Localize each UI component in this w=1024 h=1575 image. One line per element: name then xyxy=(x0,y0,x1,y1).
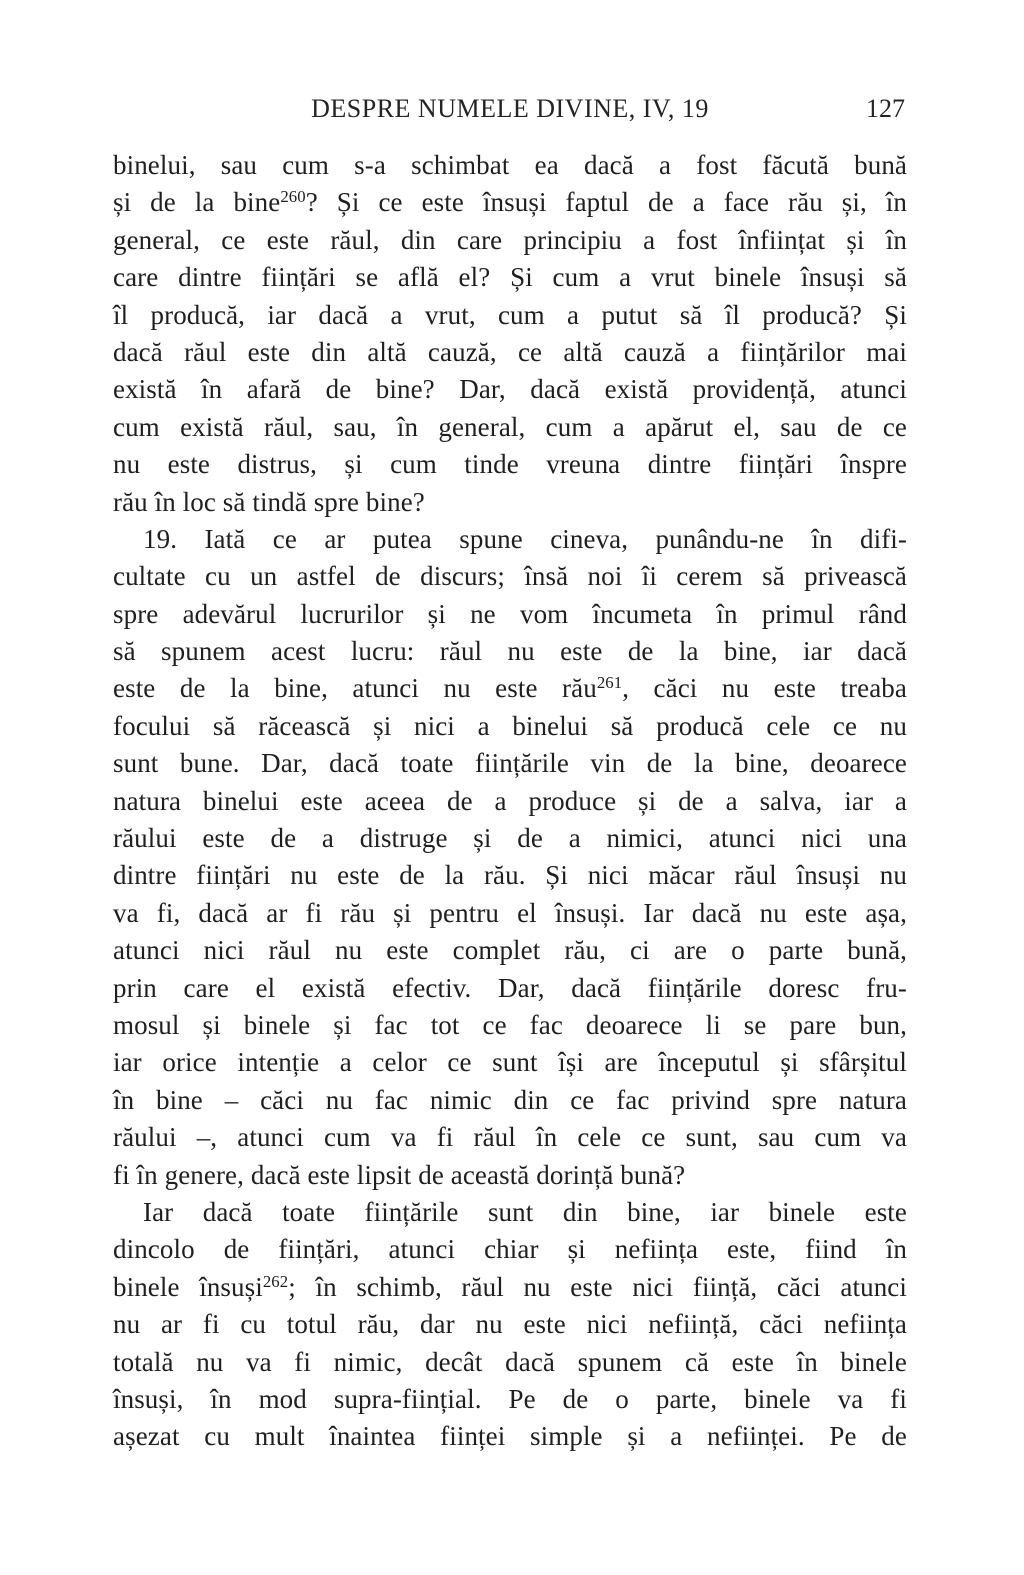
footnote-reference: 260 xyxy=(280,187,306,207)
text-line: atunci nici răul nu este complet rău, ci are o parte bună, xyxy=(113,935,907,966)
text-line: în bine – căci nu fac nimic din ce fac privind spre natura xyxy=(113,1084,907,1115)
text-line: nu este distrus, și cum tinde vreuna dintre ființări înspre xyxy=(113,449,907,480)
text-line: binelui, sau cum s-a schimbat ea dacă a fost făcută bună xyxy=(113,150,907,180)
text-line: este de la bine, atunci nu este rău$^{261}$, căci nu este treaba xyxy=(113,673,907,704)
text-line: există în afară de bine? Dar, dacă există providență, atunci xyxy=(113,374,907,405)
text-line: mosul și binele și fac tot ce fac deoarece li se pare bun, xyxy=(113,1009,907,1040)
text-line: așezat cu mult înaintea ființei simple și a neființei. Pe de xyxy=(113,1421,907,1452)
text-line: rău în loc să tindă spre bine? xyxy=(113,486,425,517)
text-line: care dintre ființări se află el? Și cum a vrut binele însuși să xyxy=(113,262,907,293)
text-line: spre adevărul lucrurilor și ne vom încumeta în primul rând xyxy=(113,598,907,629)
text-line: focului să răcească și nici a binelui să producă cele ce nu xyxy=(113,710,907,741)
text-line: sunt bune. Dar, dacă toate ființările vin de la bine, deoarece xyxy=(113,748,907,779)
page-header xyxy=(113,94,907,128)
text-line: Iar dacă toate ființările sunt din bine, iar binele este xyxy=(143,1196,907,1227)
text-line: cultate cu un astfel de discurs; însă noi îi cerem să privească xyxy=(113,561,907,592)
text-line: cum există răul, sau, în general, cum a apărut el, sau de ce xyxy=(113,411,907,442)
text-line: general, ce este răul, din care principiu a fost înființat și în xyxy=(113,224,907,255)
text-line: fi în genere, dacă este lipsit de această dorință bună? xyxy=(113,1159,686,1190)
text-body xyxy=(113,147,907,1456)
text-line: însuși, în mod supra-ființial. Pe de o parte, binele va fi xyxy=(113,1383,907,1414)
footnote-reference: 262 xyxy=(262,1271,289,1291)
text-line: va fi, dacă ar fi rău și pentru el însuși. Iar dacă nu este așa, xyxy=(113,897,907,928)
text-line: răului este de a distruge și de a nimici, atunci nici una xyxy=(113,823,907,854)
paragraph xyxy=(113,1194,907,1456)
text-line: și de la bine$^{260}$? Și ce este însuși faptul de a face rău și, în xyxy=(113,187,907,218)
text-line: iar orice intenție a celor ce sunt își are începutul și sfârșitul xyxy=(113,1047,907,1078)
text-line: prin care el există efectiv. Dar, dacă ființările doresc fru- xyxy=(113,972,907,1003)
paragraph xyxy=(113,521,907,1194)
text-line: dintre ființări nu este de la rău. Și nici măcar răul însuși nu xyxy=(113,860,907,891)
text-line: 19. Iată ce ar putea spune cineva, punându-ne în difi- xyxy=(143,523,907,554)
text-line: dacă răul este din altă cauză, ce altă cauză a ființărilor mai xyxy=(113,336,907,367)
paragraph xyxy=(113,147,907,521)
running-title: DESPRE NUMELE DIVINE, IV, 19 xyxy=(311,94,709,123)
text-line: îl producă, iar dacă a vrut, cum a putut să îl producă? Și xyxy=(113,299,907,330)
text-line: totală nu va fi nimic, decât dacă spunem că este în binele xyxy=(113,1346,907,1377)
text-line: binele însuși$^{262}$; în schimb, răul nu este nici ființă, căci atunci xyxy=(113,1271,907,1302)
text-line: răului –, atunci cum va fi răul în cele ce sunt, sau cum va xyxy=(113,1122,907,1153)
page-number: 127 xyxy=(866,94,905,123)
text-line: natura binelui este aceea de a produce și de a salva, iar a xyxy=(113,785,907,816)
footnote-reference: 261 xyxy=(596,673,623,693)
text-line: să spunem acest lucru: răul nu este de la bine, iar dacă xyxy=(113,636,907,667)
text-line: dincolo de ființări, atunci chiar și neființa este, fiind în xyxy=(113,1234,907,1265)
text-line: nu ar fi cu totul rău, dar nu este nici neființă, căci neființa xyxy=(113,1309,907,1340)
